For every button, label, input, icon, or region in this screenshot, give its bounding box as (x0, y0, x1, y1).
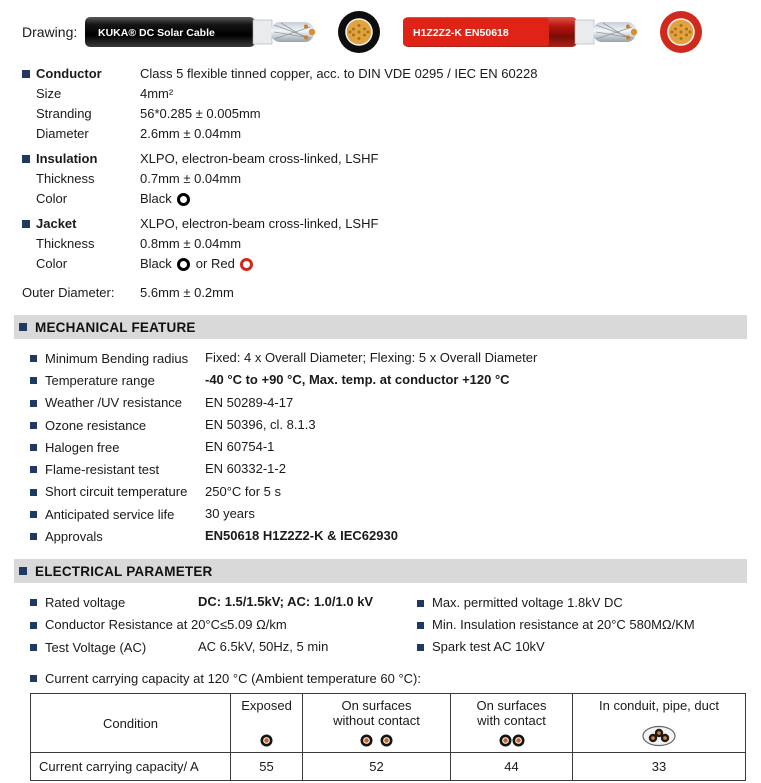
spec-row: Stranding 56*0.285 ± 0.005mm (36, 106, 261, 121)
conductor-title-row (0, 64, 761, 84)
feature-row: Ozone resistance EN 50396, cl. 8.1.3 (0, 414, 761, 436)
red-cable-drawing (403, 12, 651, 52)
bullet-icon (22, 220, 30, 228)
conduit-header-cell: In conduit, pipe, duct (573, 694, 746, 753)
feature-row: Temperature range -40 °C to +90 °C, Max. temp. at conductor +120 °C (0, 369, 761, 391)
bullet-icon (30, 400, 37, 407)
bullet-icon (30, 533, 37, 540)
parameter-row: Conductor Resistance at 20°C ≤5.09 Ω/km (0, 614, 415, 636)
exposed-header-cell: Exposed (231, 694, 303, 753)
insulation-description: XLPO, electron-beam cross-linked, LSHF (140, 151, 379, 166)
parameter-row: Spark test AC 10kV (415, 636, 695, 658)
spec-row: Thickness 0.7mm ± 0.04mm (36, 171, 242, 186)
red-cable-label: H1Z2Z2-K EN50618 (413, 27, 509, 39)
capacity-data-row (31, 753, 746, 781)
feature-row: Halogen free EN 60754-1 (0, 436, 761, 458)
bullet-icon (22, 70, 30, 78)
feature-row: Approvals EN50618 H1Z2Z2-K & IEC62930 (0, 525, 761, 547)
bullet-icon (30, 444, 37, 451)
bullet-icon (22, 155, 30, 163)
capacity-header-row (31, 694, 746, 753)
bullet-icon (417, 644, 424, 651)
bullet-icon (19, 567, 27, 575)
parameter-row: Test Voltage (AC) AC 6.5kV, 50Hz, 5 min (0, 636, 415, 658)
feature-row: Weather /UV resistance EN 50289-4-17 (0, 392, 761, 414)
without-contact-header-cell: On surfaces without contact (303, 694, 451, 753)
insulation-title-row (0, 149, 761, 169)
jacket-description: XLPO, electron-beam cross-linked, LSHF (140, 216, 379, 231)
construction-section (0, 64, 761, 303)
bullet-icon (30, 355, 37, 362)
conductor-title: Conductor (22, 64, 140, 84)
cable-icon (512, 734, 525, 747)
capacity-table (30, 693, 746, 781)
cable-icon (360, 734, 373, 747)
mechanical-rows (0, 347, 761, 547)
bullet-icon (30, 511, 37, 518)
cable-icon (499, 734, 512, 747)
parameter-row: Min. Insulation resistance at 20°C 580MΩ/KM (415, 614, 695, 636)
mechanical-section-header: MECHANICAL FEATURE (14, 315, 747, 339)
bullet-icon (30, 622, 37, 629)
electrical-section-header: ELECTRICAL PARAMETER (14, 559, 747, 583)
capacity-row-label: Current carrying capacity/ A (31, 753, 231, 781)
with-contact-header-cell: On surfaces with contact (451, 694, 573, 753)
cable-icon (380, 734, 393, 747)
red-cable-cross-section-icon (659, 10, 703, 54)
jacket-title-row (0, 214, 761, 234)
conductor-description: Class 5 flexible tinned copper, acc. to DIN VDE 0295 / IEC EN 60228 (140, 66, 538, 81)
capacity-value: 52 (303, 753, 451, 781)
black-color-icon (177, 193, 190, 206)
drawing-row (0, 0, 761, 58)
bullet-icon (30, 377, 37, 384)
insulation-title: Insulation (22, 149, 140, 169)
bullet-icon (30, 599, 37, 606)
red-color-icon (240, 258, 253, 271)
feature-row: Short circuit temperature 250°C for 5 s (0, 481, 761, 503)
capacity-title-row: Current carrying capacity at 120 °C (Ambient temperature 60 °C): (0, 671, 761, 686)
bullet-icon (417, 622, 424, 629)
spec-row: Diameter 2.6mm ± 0.04mm (36, 126, 242, 141)
conduit-icon (641, 725, 677, 747)
feature-row: Minimum Bending radius Fixed: 4 x Overall Diameter; Flexing: 5 x Overall Diameter (0, 347, 761, 369)
condition-header-cell: Condition (31, 694, 231, 753)
outer-diameter-row: Outer Diameter: 5.6mm ± 0.2mm (22, 285, 234, 300)
spec-row: Size 4mm² (36, 86, 174, 101)
feature-row: Anticipated service life 30 years (0, 503, 761, 525)
drawing-label: Drawing: (22, 24, 78, 40)
bullet-icon (30, 675, 37, 682)
black-cable-label: KUKA® DC Solar Cable (98, 27, 216, 39)
jacket-color-row: Color Black or Red (0, 254, 761, 274)
capacity-value: 55 (231, 753, 303, 781)
black-cable-cross-section-icon (337, 10, 381, 54)
electrical-rows (0, 591, 761, 658)
capacity-value: 33 (573, 753, 746, 781)
jacket-title: Jacket (22, 214, 140, 234)
bullet-icon (30, 489, 37, 496)
bullet-icon (30, 422, 37, 429)
bullet-icon (30, 644, 37, 651)
bullet-icon (30, 466, 37, 473)
spec-row: Thickness 0.8mm ± 0.04mm (36, 236, 242, 251)
black-cable-drawing (85, 12, 329, 52)
bullet-icon (417, 600, 424, 607)
bullet-icon (19, 323, 27, 331)
parameter-row: Max. permitted voltage 1.8kV DC (415, 592, 695, 614)
single-cable-icon (260, 734, 273, 747)
parameter-row: Rated voltage DC: 1.5/1.5kV; AC: 1.0/1.0 kV (0, 591, 415, 613)
black-color-icon (177, 258, 190, 271)
feature-row: Flame-resistant test EN 60332-1-2 (0, 458, 761, 480)
capacity-value: 44 (451, 753, 573, 781)
insulation-color-row: Color Black (0, 189, 761, 209)
